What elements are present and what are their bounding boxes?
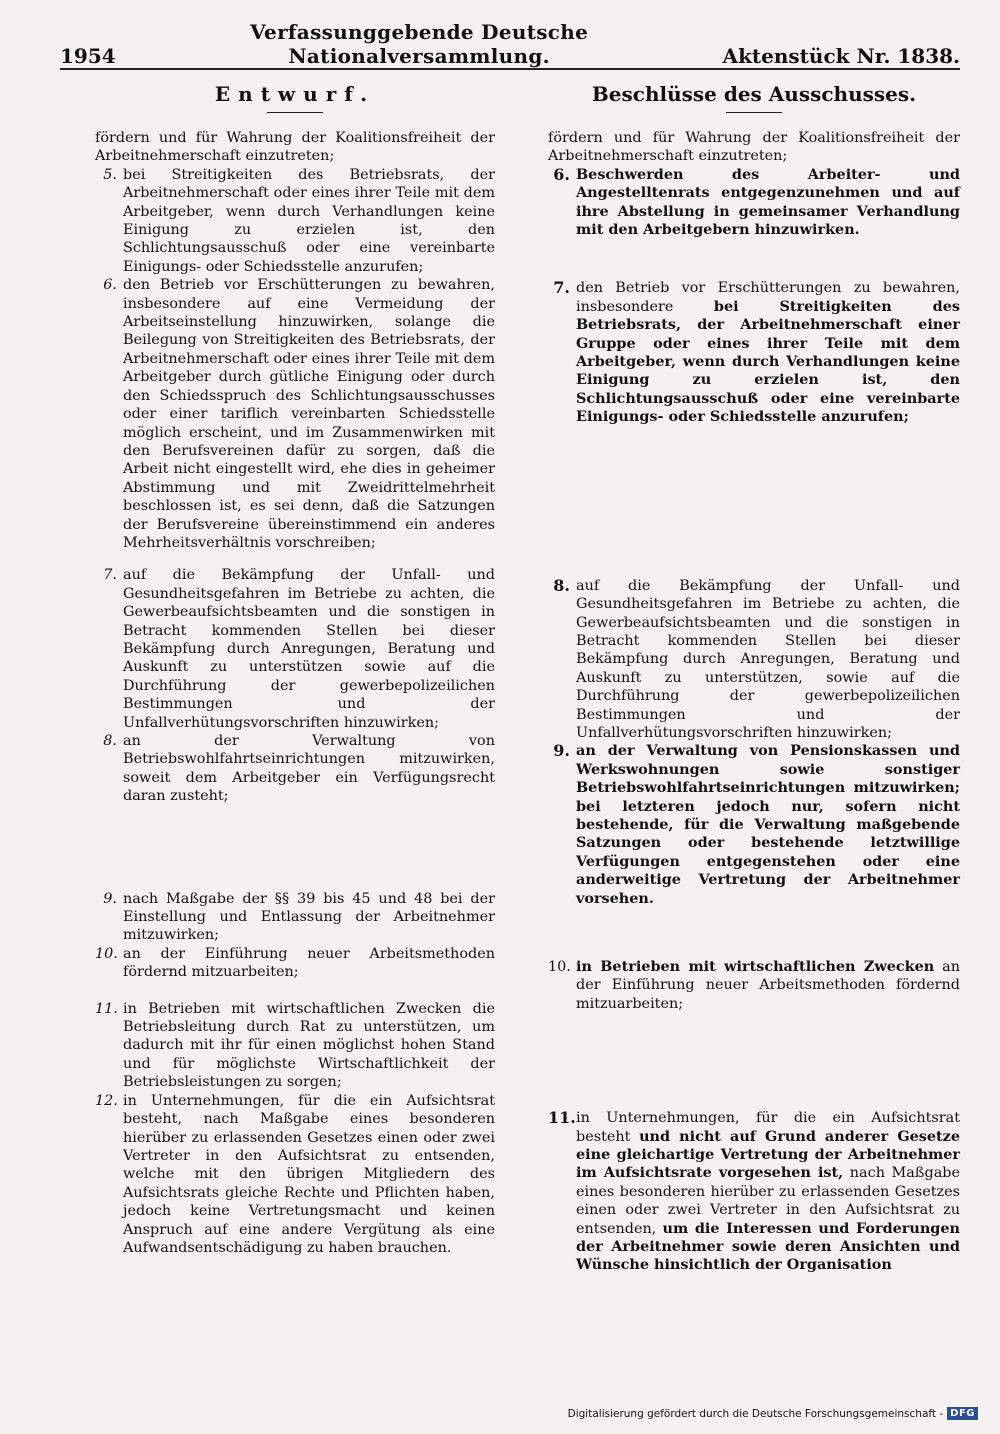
- left-item-6: [95, 276, 495, 552]
- running-title: Verfassunggebende Deutsche Nationalversammlung.: [250, 20, 589, 68]
- item-text: nach Maßgabe der §§ 39 bis 45 und 48 bei der Einstellung und Entlassung der Arbeitnehmer mitzuwirken;: [123, 890, 495, 944]
- item-text: an der Verwaltung von Betriebswohlfahrtseinrichtungen mitzuwirken, soweit dem Arbeitgeber ein Verfügungsrecht daran zusteht;: [123, 733, 495, 805]
- item-text-bold: an der Verwaltung von Pensionskassen und Werkswohnungen sowie sonstiger Betriebswohlfahrtseinrichtungen mitzuwirken; bei letzteren jedoch nur, sofern nicht bestehende, für die Verwaltung maßgebende Satzungen oder bestehende letztwillige Verfügungen entgegenstehen oder eine anderweitige Vertretung der Arbeitnehmer vorsehen.: [576, 742, 960, 907]
- item-text-bold: um die Interessen und Forderungen der Arbeitnehmer sowie deren Ansichten und Wünsche hinsichtlich der Organisation: [576, 1219, 960, 1274]
- item-number: 11.: [548, 1108, 576, 1128]
- item-number: 9.: [103, 890, 117, 907]
- item-text: in Betrieben mit wirtschaftlichen Zwecken die Betriebsleitung durch Rat zu unterstützen, um dadurch mit ihr für einen möglichst hohen Stand und für möglichste Wirtschaftlichkeit der Betriebsleistungen zu sorgen;: [123, 1000, 495, 1091]
- item-text-bold: Beschwerden des Arbeiter- und Angestelltenrats entgegenzunehmen und auf ihre Abstellung in gemeinsamer Verhandlung mit den Arbeitgebern hinzuwirken.: [576, 165, 960, 239]
- item-number: 11.: [95, 1000, 118, 1017]
- item-number: 6.: [553, 164, 570, 184]
- right-item-11: [548, 1109, 960, 1275]
- item-number: 8.: [553, 575, 570, 595]
- item-text-bold: und nicht auf Grund anderer Gesetze eine gleichartige Vertretung der Arbeitnehmer im Aufsichtsrate vorgesehen ist,: [576, 1127, 960, 1182]
- left-intro: fördern und für Wahrung der Koalitionsfreiheit der Arbeitnehmerschaft einzutreten;: [95, 130, 495, 165]
- item-text: an der Einführung neuer Arbeitsmethoden fördernd mitzuarbeiten;: [123, 945, 495, 981]
- item-text: den Betrieb vor Erschütterungen zu bewahren, insbesondere auf eine Vermeidung der Arbeitseinstellung hinzuwirken, solange die Beilegung von Streitigkeiten des Betriebsrats, der Arbeitnehmerschaft oder eines ihrer Teile mit dem Arbeitgeber durch gütliche Einigung oder durch den Schiedsspruch des Schlichtungsausschusses oder einer tariflich vereinbarten Schiedsstelle möglich erscheint, und im Zusammenwirken mit den Berufsvereinen dafür zu sorgen, daß die Arbeit nicht eingestellt wird, ehe dies in geheimer Abstimmung und mit Zweidrittelmehrheit beschlossen ist, es sei denn, daß die Satzungen der Berufsvereine übereinstimmend ein anderes Mehrheitsverhältnis vorschreiben;: [123, 277, 495, 551]
- item-text: in Unternehmungen, für die ein Aufsichtsrat besteht, nach Maßgabe eines besonderen hierüber zu erlassenden Gesetzes einen oder zwei Vertreter in den Aufsichtsrat zu entsenden, welche mit den übrigen Mitgliedern des Aufsichtsrats gleiche Rechte und Pflichten haben, jedoch keine Vertretungsmacht und keinen Anspruch auf eine andere Vergütung als eine Aufwandsentschädigung zu haben brauchen.: [123, 1092, 495, 1256]
- right-item-7: [548, 279, 960, 426]
- item-number: 10.: [95, 945, 118, 962]
- right-item-9: [548, 742, 960, 908]
- page-number: 1954: [60, 44, 116, 68]
- item-number: 6.: [103, 277, 117, 294]
- column-entwurf: [95, 82, 495, 1257]
- item-text: auf die Bekämpfung der Unfall- und Gesundheitsgefahren im Betriebe zu achten, die Gewerbeaufsichtsbeamten und die sonstigen in Betracht kommenden Stellen bei dieser Bekämpfung durch Anregungen, Beratung und Auskunft zu unterstützen sowie auf die Durchführung der gewerbepolizeilichen Bestimmungen und der Unfallverhütungsvorschriften hinzuwirken;: [123, 567, 495, 731]
- title-rule: [726, 112, 782, 113]
- title-rule: [267, 112, 323, 113]
- footer-text: Digitalisierung gefördert durch die Deutsche Forschungsgemeinschaft -: [567, 1407, 944, 1420]
- page-header: [60, 20, 960, 70]
- item-number: 10.: [548, 959, 571, 975]
- item-text: an der Einführung neuer Arbeitsmethoden fördernd mitzuarbeiten;: [576, 959, 960, 1012]
- item-number: 9.: [553, 741, 570, 761]
- right-item-10: [548, 958, 960, 1013]
- item-text: bei Streitigkeiten des Betriebsrats, der Arbeitnehmerschaft oder eines ihrer Teile mit dem Arbeitgeber, wenn durch Verhandlungen keine Einigung zu erzielen ist, den Schlichtungsausschuß oder eine vereinbarte Einigungs- oder Schiedsstelle anzurufen;: [123, 166, 495, 275]
- right-item-8: [548, 577, 960, 743]
- right-item-6: [548, 166, 960, 240]
- left-item-11: [95, 1000, 495, 1092]
- left-item-9: [95, 890, 495, 945]
- dfg-logo: DFG: [947, 1407, 978, 1420]
- left-item-7: [95, 566, 495, 732]
- column-beschluesse: [548, 82, 960, 1275]
- right-intro: fördern und für Wahrung der Koalitionsfreiheit der Arbeitnehmerschaft einzutreten;: [548, 130, 960, 165]
- item-number: 8.: [103, 733, 117, 749]
- item-text-bold: bei Streitigkeiten des Betriebsrats, der Arbeitnehmerschaft einer Gruppe oder eines ihrer Teile mit dem Arbeitgeber, wenn durch Verhandlungen keine Einigung zu erzielen ist, den Schlichtungsausschuß oder eine vereinbarte Einigungs- oder Schiedsstelle anzurufen;: [576, 297, 960, 426]
- aktenstueck-reference: Aktenstück Nr. 1838.: [722, 44, 960, 68]
- item-number: 7.: [103, 567, 117, 584]
- digitization-footer: [568, 1407, 978, 1420]
- item-text: in Unternehmungen, für die ein Aufsichtsrat besteht: [576, 1110, 960, 1145]
- item-number: 7.: [553, 278, 570, 298]
- left-item-12: [95, 1092, 495, 1258]
- item-text: auf die Bekämpfung der Unfall- und Gesundheitsgefahren im Betriebe zu achten, die Gewerbeaufsichtsbeamten und die sonstigen in Betracht kommenden Stellen bei dieser Bekämpfung durch Anregungen, Beratung und Auskunft zu unterstützen, sowie auf die Durchführung der gewerbepolizeilichen Bestimmungen und der Unfallverhütungsvorschriften hinzuwirken;: [576, 577, 960, 741]
- item-number: 5.: [103, 166, 117, 183]
- item-text: nach Maßgabe eines besonderen hierüber zu erlassenden Gesetzes einen oder zwei Vertreter in den Aufsichtsrat zu entsenden,: [576, 1165, 960, 1237]
- item-text: den Betrieb vor Erschütterungen zu bewahren, insbesondere: [576, 280, 960, 315]
- left-item-8: [95, 732, 495, 806]
- item-text-bold: in Betrieben mit wirtschaftlichen Zwecken: [576, 958, 935, 975]
- item-number: 12.: [95, 1092, 118, 1109]
- left-item-10: [95, 945, 495, 982]
- column-title-beschluesse: Beschlüsse des Ausschusses.: [591, 82, 917, 106]
- left-item-5: [95, 166, 495, 276]
- column-title-entwurf: Entwurf.: [214, 82, 376, 106]
